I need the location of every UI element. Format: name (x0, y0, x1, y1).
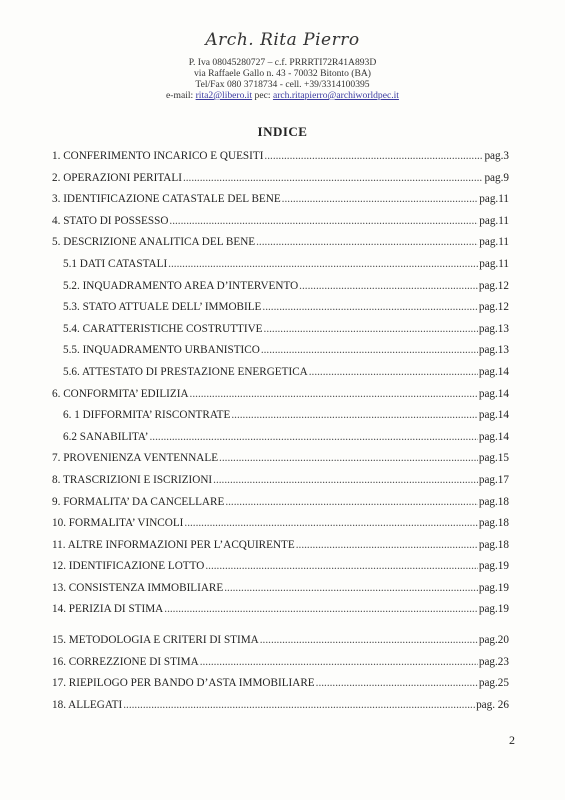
toc-entry-8[interactable] (52, 474, 509, 496)
toc-entry-9[interactable] (52, 496, 509, 518)
toc-label: 6.2 SANABILITA’ (63, 430, 149, 443)
toc-label: 6. CONFORMITA’ EDILIZIA (52, 387, 189, 400)
leader-dots (183, 172, 484, 184)
toc-label: 16. CORREZZIONE DI STIMA (52, 655, 199, 668)
toc-label: 12. IDENTIFICAZIONE LOTTO (52, 560, 205, 573)
toc-label: 2. OPERAZIONI PERITALI (52, 171, 182, 184)
toc-page: pag.18 (478, 517, 509, 530)
toc-label: 14. PERIZIA DI STIMA (52, 603, 164, 616)
toc-entry-5-4[interactable] (52, 323, 509, 345)
leader-dots (296, 539, 478, 551)
leader-dots (150, 431, 478, 443)
toc-label: 11. ALTRE INFORMAZIONI PER L’ACQUIRENTE (52, 538, 295, 551)
toc-page: pag.12 (478, 301, 509, 314)
toc-entry-2[interactable] (52, 172, 509, 194)
leader-dots (260, 634, 478, 646)
leader-dots (261, 344, 478, 356)
leader-dots (200, 656, 478, 668)
leader-dots (256, 236, 478, 248)
leader-dots (169, 215, 478, 227)
toc-page: pag. 26 (476, 698, 509, 711)
leader-dots (224, 582, 478, 594)
toc-entry-6-2[interactable] (52, 431, 509, 453)
letterhead (0, 30, 565, 101)
pec-label: pec: (254, 90, 271, 101)
toc-label: 13. CONSISTENZA IMMOBILIARE (52, 581, 224, 594)
index-title: INDICE (257, 124, 308, 139)
toc-label: 17. RIEPILOGO PER BANDO D’ASTA IMMOBILIARE (52, 677, 315, 690)
toc-label: 3. IDENTIFICAZIONE CATASTALE DEL BENE (52, 193, 281, 206)
toc-label: 10. FORMALITA’ VINCOLI (52, 517, 184, 530)
toc-entry-10[interactable] (52, 517, 509, 539)
toc-entry-17[interactable] (52, 677, 509, 699)
toc-page: pag.17 (478, 473, 509, 486)
leader-dots (219, 452, 478, 464)
toc-page: pag.14 (478, 365, 509, 378)
toc-entry-15[interactable] (52, 634, 509, 656)
toc-label: 18. ALLEGATI (52, 698, 123, 711)
toc-entry-13[interactable] (52, 582, 509, 604)
toc-entry-11[interactable] (52, 539, 509, 561)
leader-dots (205, 560, 478, 572)
address-line: via Raffaele Gallo n. 43 - 70032 Bitonto (BA) (193, 68, 371, 79)
toc-label: 15. METODOLOGIA E CRITERI DI STIMA (52, 634, 259, 647)
toc-entry-6[interactable] (52, 388, 509, 410)
toc-page: pag.19 (478, 603, 509, 616)
toc-page: pag.11 (479, 257, 509, 270)
toc-label: 5.1 DATI CATASTALI (63, 257, 168, 270)
leader-dots (164, 603, 478, 615)
toc-page: pag.25 (478, 677, 509, 690)
toc-page: pag.20 (478, 634, 509, 647)
toc-entry-5-1[interactable] (52, 258, 509, 280)
pec-link[interactable]: arch.ritapierro@archiworldpec.it (272, 90, 399, 101)
toc-entry-18[interactable] (52, 699, 509, 721)
toc-page: pag.19 (478, 581, 509, 594)
vat-line: P. Iva 08045280727 – c.f. PRRRTI72R41A893D (188, 57, 377, 68)
toc-entry-3[interactable] (52, 193, 509, 215)
toc-entry-7[interactable] (52, 452, 509, 474)
toc-label: 5.2. INQUADRAMENTO AREA D’INTERVENTO (63, 279, 299, 292)
toc-entry-1[interactable] (52, 150, 509, 172)
toc-page: pag.9 (484, 171, 509, 184)
toc-label: 5.3. STATO ATTUALE DELL’ IMMOBILE (63, 301, 262, 314)
toc-page: pag.12 (478, 279, 509, 292)
toc-label: 5.6. ATTESTATO DI PRESTAZIONE ENERGETICA (63, 365, 308, 378)
toc-page: pag.13 (478, 344, 509, 357)
toc-entry-4[interactable] (52, 215, 509, 237)
toc-page: pag.14 (478, 430, 509, 443)
leader-dots (309, 366, 478, 378)
toc-page: pag.13 (478, 322, 509, 335)
leader-dots (225, 496, 478, 508)
toc-page: pag.11 (479, 214, 509, 227)
toc-entry-5-3[interactable] (52, 301, 509, 323)
leader-dots (213, 474, 478, 486)
toc-page: pag.23 (478, 655, 509, 668)
toc-entry-12[interactable] (52, 560, 509, 582)
toc-page: pag.11 (479, 193, 509, 206)
toc-entry-6-1[interactable] (52, 409, 509, 431)
toc-entry-16[interactable] (52, 656, 509, 678)
toc-page: pag.15 (478, 452, 509, 465)
toc-page: pag.11 (479, 236, 509, 249)
table-of-contents (52, 150, 509, 720)
toc-entry-5-5[interactable] (52, 344, 509, 366)
leader-dots (299, 280, 478, 292)
toc-page: pag.14 (478, 387, 509, 400)
toc-label: 5.5. INQUADRAMENTO URBANISTICO (63, 344, 260, 357)
leader-dots (262, 301, 477, 313)
toc-label: 8. TRASCRIZIONI E ISCRIZIONI (52, 473, 213, 486)
toc-label: 1. CONFERIMENTO INCARICO E QUESITI (52, 150, 264, 162)
architect-name: Arch. Rita Pierro (205, 30, 360, 50)
toc-page: pag.14 (478, 409, 509, 422)
toc-entry-5-6[interactable] (52, 366, 509, 388)
toc-page: pag.18 (478, 538, 509, 551)
page-number: 2 (509, 733, 515, 747)
contact-line (0, 90, 565, 101)
toc-page: pag.3 (484, 150, 509, 162)
toc-label: 9. FORMALITA’ DA CANCELLARE (52, 495, 225, 508)
toc-label: 5. DESCRIZIONE ANALITICA DEL BENE (52, 236, 256, 249)
email-label: e-mail: (166, 90, 194, 101)
leader-dots (282, 193, 479, 205)
toc-entry-14[interactable] (52, 603, 509, 625)
toc-entry-5[interactable] (52, 236, 509, 258)
toc-label: 7. PROVENIENZA VENTENNALE (52, 452, 219, 465)
leader-dots (316, 677, 478, 689)
toc-label: 5.4. CARATTERISTICHE COSTRUTTIVE (63, 322, 263, 335)
leader-dots (123, 699, 475, 711)
leader-dots (184, 517, 477, 529)
toc-page: pag.19 (478, 560, 509, 573)
leader-dots (168, 258, 478, 270)
toc-entry-5-2[interactable] (52, 280, 509, 302)
leader-dots (264, 150, 483, 162)
leader-dots (264, 323, 478, 335)
email-link[interactable]: rita2@libero.it (195, 90, 253, 101)
toc-label: 4. STATO DI POSSESSO (52, 214, 169, 227)
toc-label: 6. 1 DIFFORMITA’ RISCONTRATE (63, 409, 231, 422)
phone-line: Tel/Fax 080 3718734 - cell. +39/3314100395 (195, 79, 370, 90)
leader-dots (231, 409, 478, 421)
leader-dots (190, 388, 478, 400)
toc-page: pag.18 (478, 495, 509, 508)
